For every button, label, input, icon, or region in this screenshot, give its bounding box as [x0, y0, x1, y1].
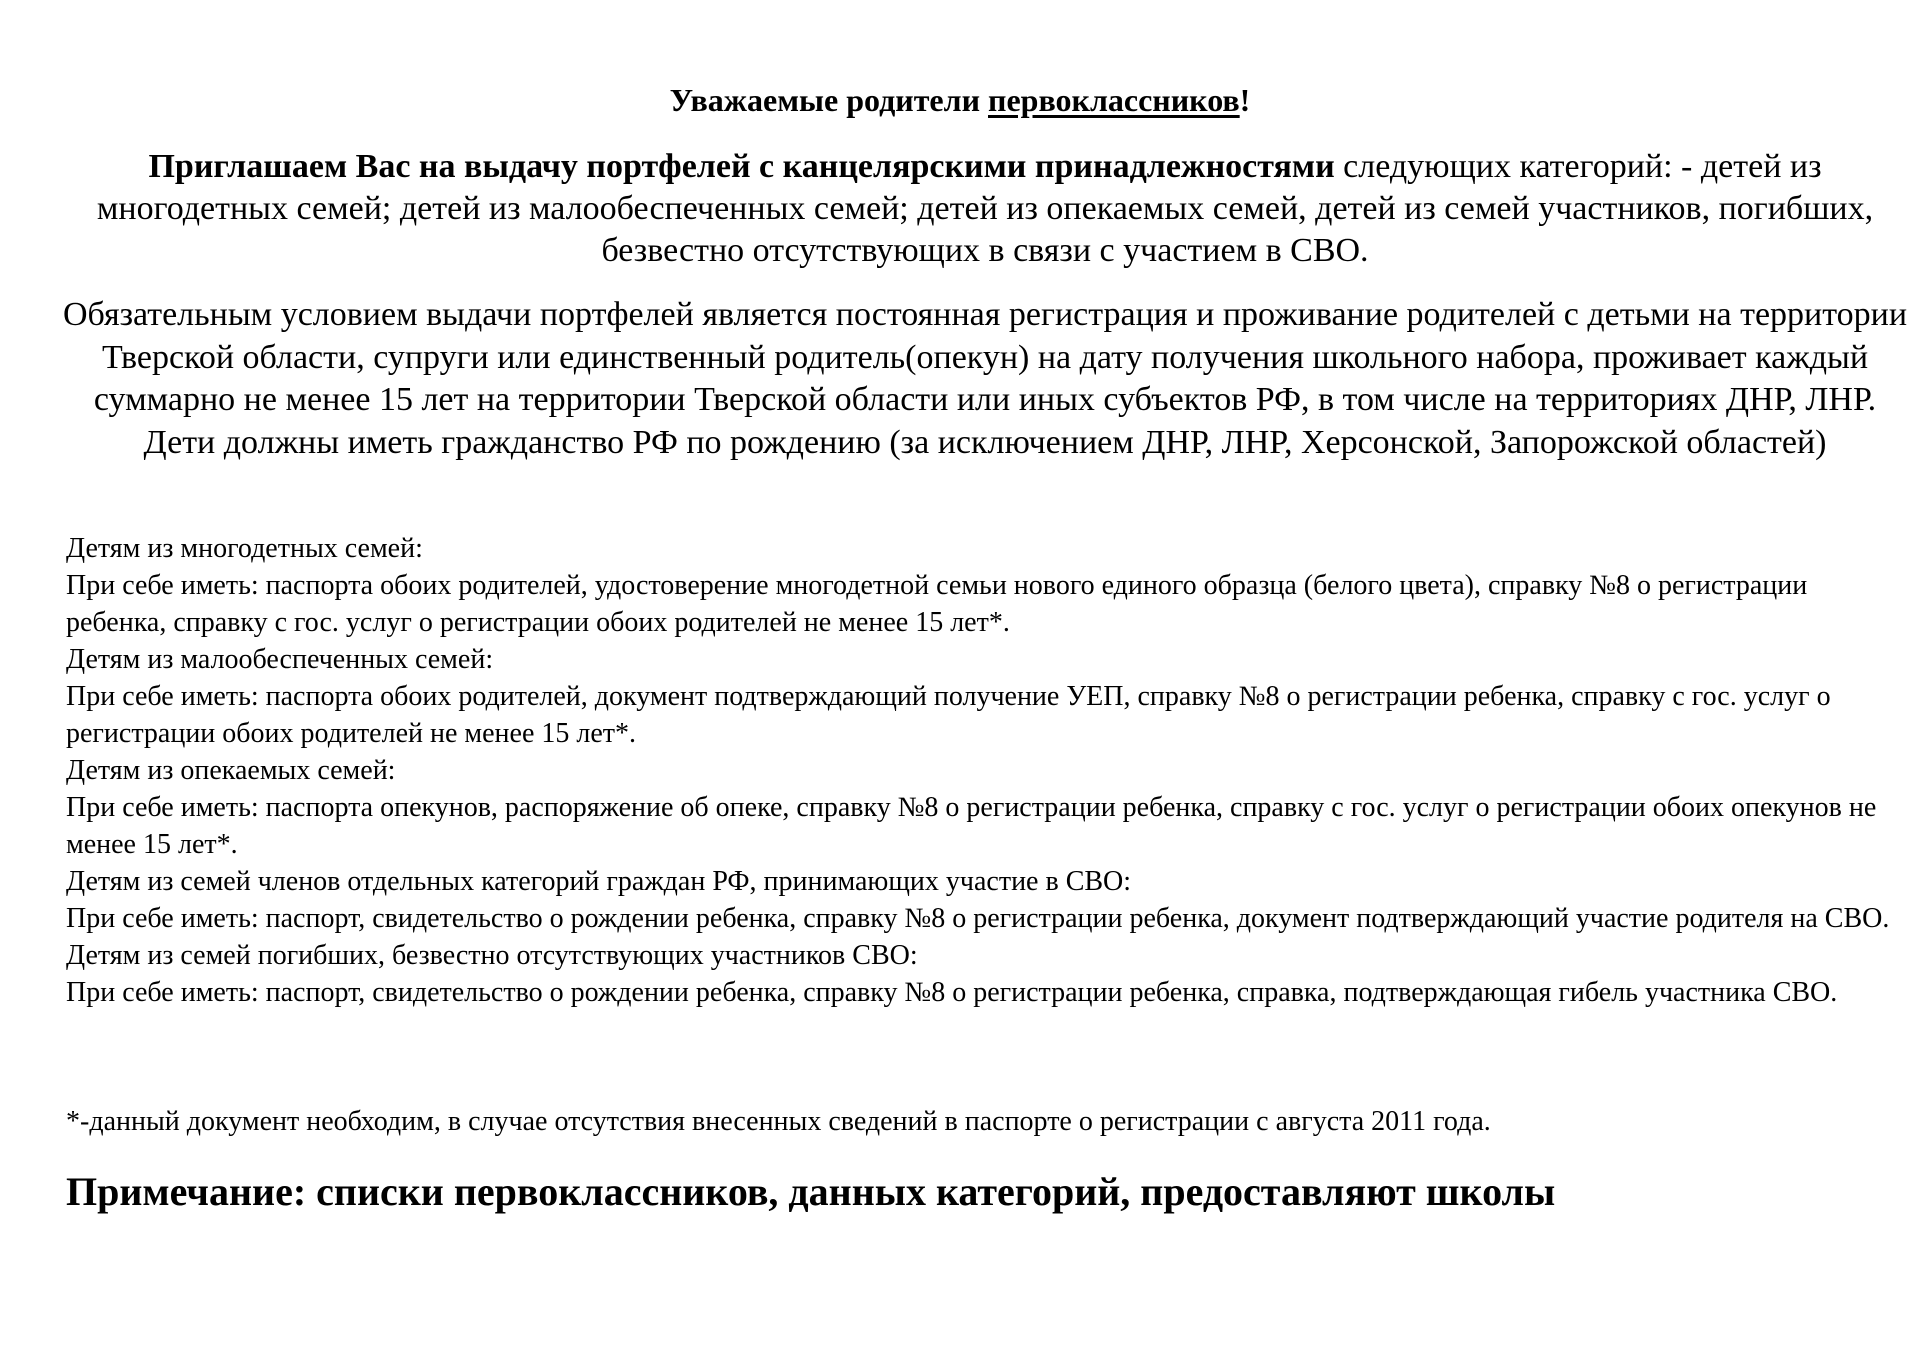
category-requirements: При себе иметь: паспорта обоих родителей, удостоверение многодетной семьи нового единого образца (белого цвета), справку №8 о регистрации ребенка, справку с гос. услуг о регистрации обоих родителей не менее 15 лет*.	[66, 570, 1808, 638]
note-heading: Примечание: списки первоклассников, данных категорий, предоставляют школы	[66, 1169, 1556, 1214]
category-requirements: При себе иметь: паспорт, свидетельство о рождении ребенка, справку №8 о регистрации ребенка, справка, подтверждающая гибель участника СВО.	[66, 977, 1838, 1008]
title-suffix: !	[1239, 82, 1251, 118]
condition-paragraph: Обязательным условием выдачи портфелей является постоянная регистрация и проживание родителей с детьми на территории Тверской области, супруги или единственный родитель(опекун) на дату получения школьного набора, проживает каждый суммарно не менее 15 лет на территории Тверской области или иных субъектов РФ, в том числе на территориях ДНР, ЛНР. Дети должны иметь гражданство РФ по рождению (за исключением ДНР, ЛНР, Херсонской, Запорожской областей)	[62, 296, 1908, 461]
category-heading: Детям из опекаемых семей:	[66, 755, 396, 786]
title-prefix: Уважаемые родители	[669, 82, 988, 118]
category-heading: Детям из семей членов отдельных категорий граждан РФ, принимающих участие в СВО:	[66, 866, 1132, 897]
category-requirements: При себе иметь: паспорта обоих родителей, документ подтверждающий получение УЕП, справку №8 о регистрации ребенка, справку с гос. услуг о регистрации обоих родителей не менее 15 лет*.	[66, 681, 1831, 749]
category-heading: Детям из малообеспеченных семей:	[66, 644, 494, 675]
invitation-bold-text: Приглашаем Вас на выдачу портфелей с канцелярскими принадлежностями	[148, 148, 1335, 185]
page-title	[0, 80, 1920, 120]
category-heading: Детям из многодетных семей:	[66, 533, 423, 564]
footnote: *-данный документ необходим, в случае отсутствия внесенных сведений в паспорте о регистрации с августа 2011 года.	[66, 1106, 1491, 1137]
invitation-paragraph	[60, 146, 1910, 272]
invitation-categories-text: следующих категорий: - детей из многодетных семей; детей из малообеспеченных семей; детей из опекаемых семей, детей из семей участников, погибших, безвестно отсутствующих в связи с участием в СВО.	[96, 148, 1874, 269]
category-heading: Детям из семей погибших, безвестно отсутствующих участников СВО:	[66, 940, 918, 971]
category-list	[66, 530, 1911, 1011]
title-underlined-word: первоклассников	[988, 82, 1240, 118]
category-requirements: При себе иметь: паспорта опекунов, распоряжение об опеке, справку №8 о регистрации ребенка, справку с гос. услуг о регистрации обоих опекунов не менее 15 лет*.	[66, 792, 1877, 860]
category-requirements: При себе иметь: паспорт, свидетельство о рождении ребенка, справку №8 о регистрации ребенка, документ подтверждающий участие родителя на СВО.	[66, 903, 1890, 934]
